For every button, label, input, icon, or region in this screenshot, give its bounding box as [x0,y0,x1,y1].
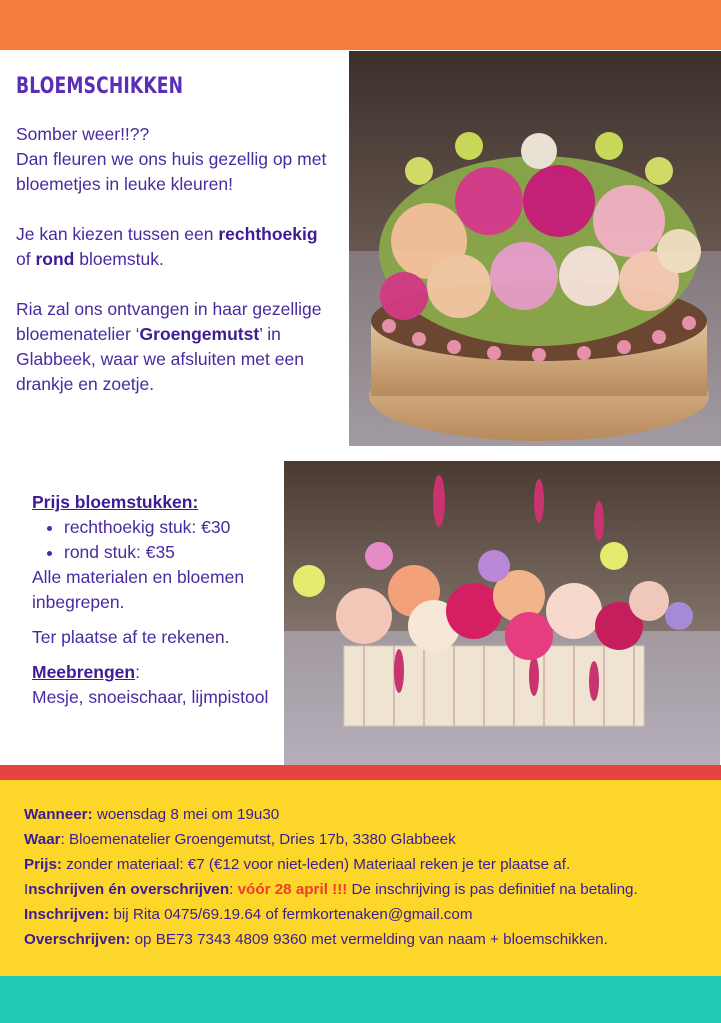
info-register: Inschrijven én overschrijven: vóór 28 april !!! De inschrijving is pas definitief na betaling. [24,881,638,898]
pay-onsite-note: Ter plaatse af te rekenen. [32,627,230,647]
price-section [32,490,272,710]
price-header: Prijs bloemstukken: [32,492,199,512]
bring-items: Mesje, snoeischaar, lijmpistool [32,687,269,707]
page-title: BLOEMSCHIKKEN [16,74,184,99]
price-item-round: • rond stuk: €35 [64,540,272,565]
round-arrangement-illustration [349,51,721,446]
price-list [32,515,272,565]
event-info [24,802,714,952]
intro-paragraph-1: Somber weer!!?? Dan fleuren we ons huis gezellig op met bloemetjes in leuke kleuren! [16,124,327,194]
rectangular-arrangement-illustration [284,461,720,765]
info-price: Prijs: zonder materiaal: €7 (€12 voor niet-leden) Materiaal reken je ter plaatse af. [24,856,571,873]
rectangular-arrangement-photo [284,461,720,765]
intro-paragraph-2: Je kan kiezen tussen een rechthoekig of rond bloemstuk. [16,224,318,269]
info-transfer: Overschrijven: op BE73 7343 4809 9360 met vermelding van naam + bloemschikken. [24,931,608,948]
top-color-band [0,0,721,50]
intro-text [16,122,346,422]
bottom-color-band [0,976,721,1023]
bring-header: Meebrengen: [32,662,140,682]
intro-paragraph-3: Ria zal ons ontvangen in haar gezellige bloemenatelier ‘Groengemutst’ in Glabbeek, waar we afsluiten met een drankje en zoetje. [16,299,322,394]
included-note: Alle materialen en bloemen inbegrepen. [32,567,245,612]
red-divider-band [0,765,721,780]
info-where: Waar: Bloemenatelier Groengemutst, Dries 17b, 3380 Glabbeek [24,831,456,848]
price-item-rect: • rechthoekig stuk: €30 [64,515,272,540]
round-arrangement-photo [349,51,721,446]
info-when: Wanneer: woensdag 8 mei om 19u30 [24,806,280,823]
info-signup: Inschrijven: bij Rita 0475/69.19.64 of fermkortenaken@gmail.com [24,906,473,923]
